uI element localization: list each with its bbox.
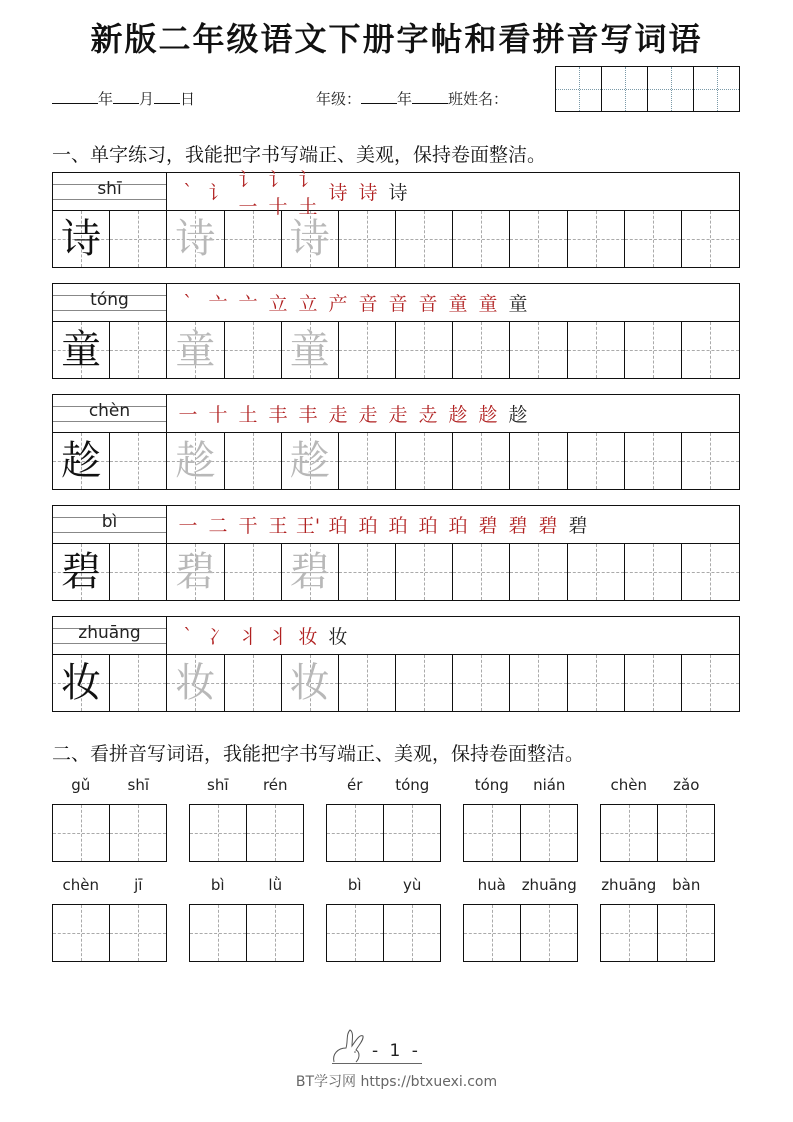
model-char: 诗 [61,216,102,262]
pinyin-label: tóng [90,290,129,310]
writing-cell[interactable] [384,805,441,861]
pinyin-label: shī [97,179,122,199]
word-item [463,876,578,962]
class-name-line [316,88,508,109]
writing-cell[interactable] [601,905,658,961]
footer-site[interactable]: BT学习网 https://btxuexi.com [295,1074,498,1090]
writing-cell[interactable] [384,905,441,961]
syllable: tóng [395,776,430,794]
word-pinyin [326,776,441,798]
word-item [189,776,304,862]
section2-title: 二、看拼音写词语，我能把字书写端正、美观，保持卷面整洁。 [52,743,585,765]
month-label: 月 [139,90,155,108]
writing-cell[interactable] [110,433,167,489]
writing-cell[interactable] [453,211,510,267]
writing-cell[interactable] [453,655,510,711]
stroke-step: 冫 [208,626,228,648]
trace-char: 妆 [175,660,216,706]
stroke-step: 二 [208,515,228,537]
word-item [600,876,715,962]
writing-cell[interactable] [682,433,739,489]
stroke-step: 丰 [268,404,288,426]
writing-cell[interactable] [682,211,739,267]
writing-cell[interactable] [396,433,453,489]
stroke-step: 立 [298,293,318,315]
word-boxes [326,904,441,962]
writing-row [53,211,739,267]
writing-row [53,322,739,378]
word-pinyin [189,876,304,898]
writing-cell[interactable] [110,544,167,600]
stroke-step: 趁 [478,404,498,426]
name-grid[interactable] [555,66,740,112]
word-pinyin [326,876,441,898]
writing-cell[interactable] [225,211,282,267]
syllable: rén [262,776,288,794]
stroke-step: 碧 [538,515,558,537]
syllable: jī [134,876,143,894]
stroke-step: 珀 [388,515,408,537]
writing-cell[interactable] [453,433,510,489]
writing-cell[interactable] [225,322,282,378]
stroke-step: 音 [418,293,438,315]
syllable: bì [210,876,225,894]
year-label: 年 [98,90,114,108]
writing-cell[interactable] [682,544,739,600]
pinyin-box [53,395,167,433]
syllable: huà [477,876,506,894]
pinyin-label: chèn [88,401,131,421]
writing-cell[interactable] [625,655,682,711]
writing-cell[interactable] [658,905,715,961]
writing-cell[interactable] [601,805,658,861]
writing-cell[interactable] [464,805,521,861]
writing-cell[interactable] [53,322,110,378]
writing-cell[interactable] [247,805,304,861]
rabbit-icon [330,1028,372,1064]
stroke-step: 一 [178,515,198,537]
writing-cell[interactable] [339,433,396,489]
stroke-order [167,284,739,322]
stroke-step: 珀 [328,515,348,537]
writing-cell[interactable] [167,433,224,489]
stroke-step: 趁 [448,404,468,426]
stroke-step: 干 [238,515,258,537]
stroke-step: 丬 [238,626,258,648]
grade-label: 年级： [316,90,362,108]
trace-char: 童 [289,327,330,373]
syllable: zǎo [673,776,700,794]
writing-cell[interactable] [110,805,167,861]
model-char: 童 [61,327,102,373]
stroke-step: 赱 [418,404,438,426]
stroke-step: 立 [268,293,288,315]
trace-char: 诗 [289,216,330,262]
practice-block [52,616,740,712]
stroke-step: 走 [388,404,408,426]
stroke-step: 童 [478,293,498,315]
word-pinyin [189,776,304,798]
trace-char: 趁 [289,438,330,484]
writing-cell[interactable] [568,433,625,489]
writing-cell[interactable] [396,544,453,600]
stroke-step: 妆 [328,626,348,648]
word-item [600,776,715,862]
grade-year-label: 年 [397,90,413,108]
writing-cell[interactable] [190,805,247,861]
syllable: shī [127,776,149,794]
year-blank[interactable] [52,89,98,104]
grade-blank[interactable] [361,89,397,104]
model-char: 妆 [61,660,102,706]
pinyin-label: bì [101,512,118,532]
practice-block [52,505,740,601]
stroke-step: 珀 [448,515,468,537]
syllable: ér [347,776,363,794]
word-boxes [189,904,304,962]
word-boxes [463,904,578,962]
day-label: 日 [180,90,196,108]
trace-char: 妆 [289,660,330,706]
writing-cell[interactable] [682,322,739,378]
stroke-step: 碧 [508,515,528,537]
writing-cell[interactable] [625,211,682,267]
stroke-step: 十 [208,404,228,426]
practice-block [52,283,740,379]
syllable: zhuāng [521,876,577,894]
writing-cell[interactable] [167,544,224,600]
trace-char: 碧 [289,549,330,595]
page-title: 新版二年级语文下册字帖和看拼音写词语 [90,20,703,58]
writing-cell[interactable] [110,655,167,711]
writing-cell[interactable] [282,322,339,378]
writing-cell[interactable] [53,805,110,861]
month-blank[interactable] [113,89,139,104]
syllable: chèn [610,776,647,794]
footer-divider [332,1063,422,1064]
writing-cell[interactable] [53,211,110,267]
writing-cell[interactable] [464,905,521,961]
writing-cell[interactable] [282,433,339,489]
word-pinyin [463,776,578,798]
writing-cell[interactable] [225,655,282,711]
stroke-step: 丰 [298,404,318,426]
word-boxes [189,804,304,862]
writing-cell[interactable] [510,322,567,378]
writing-cell[interactable] [658,805,715,861]
writing-cell[interactable] [167,211,224,267]
writing-cell[interactable] [339,322,396,378]
stroke-step: ` [183,180,193,203]
writing-row [53,544,739,600]
writing-cell[interactable] [521,805,578,861]
word-boxes [600,904,715,962]
writing-cell[interactable] [327,905,384,961]
day-blank[interactable] [154,89,180,104]
syllable: gǔ [71,776,91,794]
stroke-step: 珀 [418,515,438,537]
writing-cell[interactable] [396,322,453,378]
writing-cell[interactable] [110,905,167,961]
pinyin-box [53,506,167,544]
writing-cell[interactable] [568,544,625,600]
name-cell[interactable] [694,67,739,111]
writing-cell[interactable] [396,655,453,711]
stroke-step: 妆 [298,626,318,648]
stroke-step: 讠一 [238,168,258,218]
syllable: nián [533,776,566,794]
word-item [189,876,304,962]
stroke-step: 走 [328,404,348,426]
stroke-step: 走 [358,404,378,426]
class-blank[interactable] [412,89,448,104]
pinyin-box [53,617,167,655]
word-pinyin [600,776,715,798]
stroke-step: 碧 [568,515,588,537]
trace-char: 碧 [175,549,216,595]
stroke-step: 诗 [388,182,408,204]
writing-cell[interactable] [625,322,682,378]
writing-cell[interactable] [225,544,282,600]
writing-cell[interactable] [53,433,110,489]
word-item [463,776,578,862]
writing-cell[interactable] [568,322,625,378]
word-pinyin [463,876,578,898]
writing-cell[interactable] [167,655,224,711]
stroke-order [167,395,739,433]
writing-cell[interactable] [682,655,739,711]
date-line [52,88,195,109]
writing-cell[interactable] [282,211,339,267]
word-item [326,876,441,962]
syllable: bàn [672,876,701,894]
stroke-step: 趁 [508,404,528,426]
writing-cell[interactable] [453,322,510,378]
word-pinyin [600,876,715,898]
stroke-step: 土 [238,404,258,426]
section1-title: 一、单字练习，我能把字书写端正、美观，保持卷面整洁。 [52,144,547,166]
writing-cell[interactable] [110,211,167,267]
stroke-step: 诗 [358,182,378,204]
writing-cell[interactable] [510,211,567,267]
writing-cell[interactable] [53,655,110,711]
writing-cell[interactable] [53,905,110,961]
word-boxes [463,804,578,862]
syllable: shī [207,776,229,794]
syllable: bì [347,876,362,894]
stroke-step: ` [183,624,193,647]
writing-cell[interactable] [339,655,396,711]
stroke-step: 一 [178,404,198,426]
pinyin-box [53,284,167,322]
syllable: lǜ [268,876,283,894]
syllable: yù [403,876,422,894]
word-pinyin [52,876,167,898]
writing-cell[interactable] [510,433,567,489]
pinyin-box [53,173,167,211]
stroke-step: 珀 [358,515,378,537]
name-label: 姓名： [463,90,509,108]
stroke-step: 讠土 [298,168,318,218]
name-cell[interactable] [648,67,694,111]
word-pinyin [52,776,167,798]
writing-cell[interactable] [453,544,510,600]
writing-cell[interactable] [327,805,384,861]
stroke-step: 丬 [268,626,288,648]
stroke-step: 亠 [238,293,258,315]
word-item [52,876,167,962]
practice-block [52,168,740,268]
pinyin-label: zhuāng [78,623,141,643]
writing-cell[interactable] [167,322,224,378]
syllable: tóng [474,776,509,794]
word-boxes [600,804,715,862]
writing-cell[interactable] [396,211,453,267]
writing-cell[interactable] [282,544,339,600]
stroke-step: 音 [358,293,378,315]
writing-cell[interactable] [225,433,282,489]
writing-cell[interactable] [190,905,247,961]
writing-cell[interactable] [625,433,682,489]
model-char: 碧 [61,549,102,595]
trace-char: 童 [175,327,216,373]
word-item [326,776,441,862]
word-boxes [52,804,167,862]
name-cell[interactable] [602,67,648,111]
stroke-step: 诗 [328,182,348,204]
syllable: chèn [62,876,99,894]
word-boxes [52,904,167,962]
writing-cell[interactable] [339,544,396,600]
writing-cell[interactable] [53,544,110,600]
name-cell[interactable] [556,67,602,111]
model-char: 趁 [61,438,102,484]
stroke-step: 童 [508,293,528,315]
writing-cell[interactable] [282,655,339,711]
page-number: - 1 - [372,1041,421,1061]
trace-char: 趁 [175,438,216,484]
writing-cell[interactable] [247,905,304,961]
stroke-order [167,168,739,218]
writing-row [53,655,739,711]
stroke-step: 王 [268,515,288,537]
word-boxes [326,804,441,862]
syllable: zhuāng [601,876,657,894]
word-item [52,776,167,862]
writing-cell[interactable] [521,905,578,961]
writing-cell[interactable] [339,211,396,267]
stroke-step: 亠 [208,293,228,315]
stroke-step: 童 [448,293,468,315]
writing-cell[interactable] [110,322,167,378]
trace-char: 诗 [175,216,216,262]
stroke-step: 音 [388,293,408,315]
writing-cell[interactable] [568,655,625,711]
writing-cell[interactable] [568,211,625,267]
stroke-step: 讠 [208,182,228,204]
writing-cell[interactable] [625,544,682,600]
stroke-step: 产 [328,293,348,315]
class-label: 班 [448,90,464,108]
stroke-order [167,617,739,655]
writing-cell[interactable] [510,655,567,711]
stroke-step: 王' [295,515,321,537]
practice-block [52,394,740,490]
stroke-step: 讠十 [268,168,288,218]
stroke-order [167,506,739,544]
writing-cell[interactable] [510,544,567,600]
stroke-step: 碧 [478,515,498,537]
stroke-step: ` [183,291,193,314]
writing-row [53,433,739,489]
